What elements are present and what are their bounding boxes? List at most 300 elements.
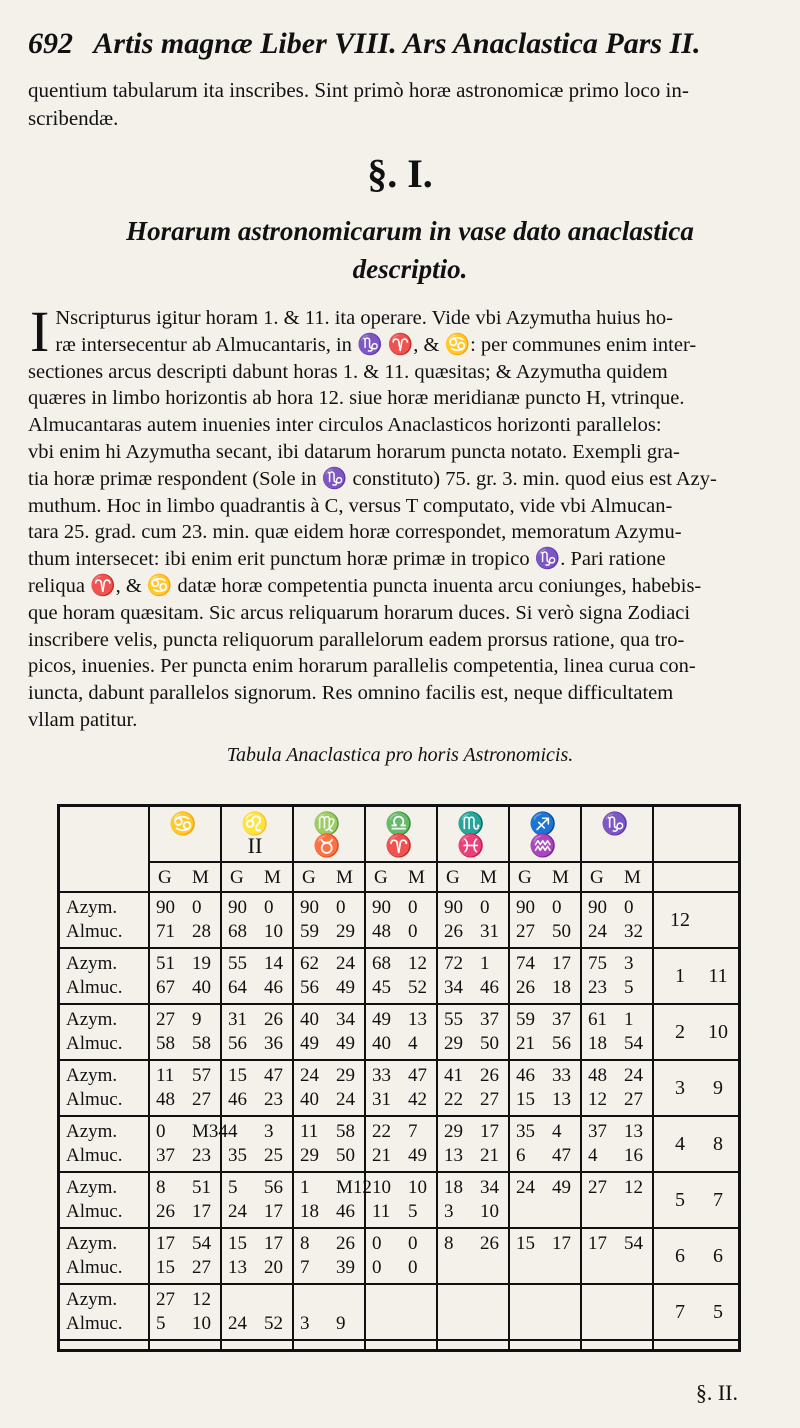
azym-degrees: 15 <box>228 1065 247 1086</box>
almuc-minutes: 17 <box>264 1201 283 1222</box>
almuc-degrees: 5 <box>156 1313 166 1334</box>
almuc-minutes: 27 <box>624 1089 643 1110</box>
sign-symbol: ♑ <box>601 811 629 836</box>
azym-degrees: 55 <box>444 1009 463 1030</box>
almuc-minutes: 49 <box>408 1145 427 1166</box>
sign-symbol: ♏ <box>457 811 485 836</box>
heading-line: Horarum astronomicarum in vase dato anaclastica <box>126 216 694 246</box>
azym-minutes: 13 <box>408 1009 427 1030</box>
column-rule <box>436 807 438 1349</box>
azym-degrees: 37 <box>588 1121 607 1142</box>
hour-after-noon: 8 <box>713 1133 723 1155</box>
almuc-degrees: 48 <box>372 921 391 942</box>
group-rule <box>60 1283 738 1285</box>
body-line: vbi enim hi Azymutha secant, ibi datarum horarum puncta notato. Exempli gra- <box>28 440 680 463</box>
body-line: inscribere velis, puncta reliquorum parallelorum eadem prorsus ratione, qua tro- <box>28 628 685 651</box>
body-line: muthum. Hoc in limbo quadrantis à C, versus T computato, vide vbi Almucan- <box>28 494 673 517</box>
next-section-mark: §. II. <box>695 1380 738 1405</box>
hour-after-noon: 9 <box>713 1077 723 1099</box>
hour-before-noon: 2 <box>675 1021 685 1043</box>
almuc-degrees: 67 <box>156 977 175 998</box>
sign-symbol-secondary: ♒ <box>529 833 557 858</box>
body-line: tara 25. grad. cum 23. min. quæ eidem horæ correspondet, memoratum Azymu- <box>28 521 682 544</box>
azym-degrees: 11 <box>300 1121 319 1142</box>
azym-minutes: 7 <box>408 1121 418 1142</box>
row-label-azym: Azym. <box>66 1065 118 1086</box>
azym-degrees: 55 <box>228 953 247 974</box>
almuc-degrees: 68 <box>228 921 247 942</box>
azym-minutes: 0 <box>408 897 418 918</box>
almuc-minutes: 23 <box>192 1145 211 1166</box>
azym-minutes: 47 <box>264 1065 283 1086</box>
almuc-degrees: 4 <box>588 1145 598 1166</box>
body-line: thum intersecet: ibi enim erit punctum horæ primæ in tropico ♑. Pari ratione <box>28 548 666 571</box>
almuc-degrees: 7 <box>300 1257 310 1278</box>
azym-degrees: 90 <box>156 897 175 918</box>
azym-minutes: M12 <box>336 1177 372 1198</box>
row-label-azym: Azym. <box>66 1177 118 1198</box>
group-rule <box>60 1003 738 1005</box>
azym-degrees: 75 <box>588 953 607 974</box>
almuc-degrees: 56 <box>300 977 319 998</box>
azym-degrees: 27 <box>156 1009 175 1030</box>
hour-before-noon: 12 <box>670 909 690 931</box>
almuc-minutes: 39 <box>336 1257 355 1278</box>
azym-degrees: 1 <box>300 1177 310 1198</box>
almuc-degrees: 49 <box>300 1033 319 1054</box>
azym-minutes: 1 <box>624 1009 634 1030</box>
azym-minutes: 24 <box>624 1065 643 1086</box>
intro-line: quentium tabularum ita inscribes. Sint primò horæ astronomicæ primo loco in- <box>28 78 689 102</box>
almuc-degrees: 37 <box>156 1145 175 1166</box>
almuc-degrees: 12 <box>588 1089 607 1110</box>
sign-symbol-secondary: II <box>247 833 263 858</box>
almuc-minutes: 27 <box>480 1089 499 1110</box>
azym-degrees: 41 <box>444 1065 463 1086</box>
almuc-degrees: 18 <box>588 1033 607 1054</box>
azym-degrees: 59 <box>516 1009 535 1030</box>
running-title: Artis magnæ Liber VIII. Ars Anaclastica Pars II. <box>93 27 701 60</box>
body-line: quæres in limbo horizontis ab hora 12. siue horæ meridianæ puncto H, vtrinque. <box>28 387 685 410</box>
azym-degrees: 17 <box>588 1233 607 1254</box>
almuc-degrees: 31 <box>372 1089 391 1110</box>
azym-minutes: 0 <box>480 897 490 918</box>
group-rule <box>60 1339 738 1341</box>
almuc-degrees: 35 <box>228 1145 247 1166</box>
azym-minutes: 54 <box>624 1233 643 1254</box>
sign-symbol-secondary: ♈ <box>385 833 413 858</box>
column-rule <box>220 807 222 1349</box>
almuc-minutes: 50 <box>552 921 571 942</box>
almuc-minutes: 50 <box>480 1033 499 1054</box>
azym-minutes: 12 <box>624 1177 643 1198</box>
almuc-minutes: 18 <box>552 977 571 998</box>
azym-minutes: 47 <box>408 1065 427 1086</box>
azym-minutes: 17 <box>480 1121 499 1142</box>
azym-minutes: 26 <box>336 1233 355 1254</box>
azym-degrees: 8 <box>156 1177 166 1198</box>
almuc-minutes: 16 <box>624 1145 643 1166</box>
almuc-degrees: 29 <box>300 1145 319 1166</box>
almuc-minutes: 20 <box>264 1257 283 1278</box>
almuc-degrees: 15 <box>156 1257 175 1278</box>
azym-minutes: 26 <box>480 1233 499 1254</box>
azym-minutes: 37 <box>552 1009 571 1030</box>
minute-header: M <box>408 867 425 888</box>
running-head <box>28 26 788 62</box>
azym-minutes: 33 <box>552 1065 571 1086</box>
almuc-degrees: 64 <box>228 977 247 998</box>
almuc-degrees: 58 <box>156 1033 175 1054</box>
azym-degrees: 27 <box>588 1177 607 1198</box>
hour-after-noon: 5 <box>713 1301 723 1323</box>
almuc-degrees: 48 <box>156 1089 175 1110</box>
azym-degrees: 90 <box>372 897 391 918</box>
azym-degrees: 33 <box>372 1065 391 1086</box>
almuc-minutes: 46 <box>480 977 499 998</box>
azym-minutes: 58 <box>336 1121 355 1142</box>
azym-degrees: 74 <box>516 953 535 974</box>
almuc-minutes: 9 <box>336 1313 346 1334</box>
degree-header: G <box>374 867 388 888</box>
degree-header: G <box>230 867 244 888</box>
almuc-minutes: 5 <box>624 977 634 998</box>
azym-degrees: 51 <box>156 953 175 974</box>
almuc-minutes: 23 <box>264 1089 283 1110</box>
sign-symbol-secondary: ♓ <box>457 833 485 858</box>
azym-degrees: 90 <box>444 897 463 918</box>
azym-degrees: 24 <box>300 1065 319 1086</box>
azym-degrees: 11 <box>156 1065 175 1086</box>
section-heading <box>60 212 760 288</box>
almuc-minutes: 36 <box>264 1033 283 1054</box>
row-label-almuc: Almuc. <box>66 1033 123 1054</box>
almuc-degrees: 21 <box>516 1033 535 1054</box>
almuc-minutes: 17 <box>192 1201 211 1222</box>
azym-minutes: 10 <box>408 1177 427 1198</box>
azym-degrees: 61 <box>588 1009 607 1030</box>
sign-symbol: ♋ <box>169 811 197 836</box>
azym-degrees: 4 <box>228 1121 238 1142</box>
azym-degrees: 40 <box>300 1009 319 1030</box>
azym-degrees: 35 <box>516 1121 535 1142</box>
almuc-minutes: 49 <box>336 1033 355 1054</box>
almuc-minutes: 56 <box>552 1033 571 1054</box>
degree-header: G <box>302 867 316 888</box>
body-line: iuncta, dabunt parallelos signorum. Res omnino facilis est, neque difficultatem <box>28 682 674 705</box>
almuc-minutes: 13 <box>552 1089 571 1110</box>
azym-degrees: 31 <box>228 1009 247 1030</box>
azym-degrees: 46 <box>516 1065 535 1086</box>
almuc-degrees: 0 <box>372 1257 382 1278</box>
group-rule <box>60 1059 738 1061</box>
azym-minutes: 34 <box>336 1009 355 1030</box>
hour-before-noon: 3 <box>675 1077 685 1099</box>
almuc-minutes: 25 <box>264 1145 283 1166</box>
hour-before-noon: 4 <box>675 1133 685 1155</box>
almuc-degrees: 24 <box>228 1201 247 1222</box>
almuc-degrees: 45 <box>372 977 391 998</box>
sign-symbol: ♐ <box>529 811 557 836</box>
azym-degrees: 5 <box>228 1177 238 1198</box>
hour-after-noon: 6 <box>713 1245 723 1267</box>
azym-degrees: 8 <box>300 1233 310 1254</box>
sign-symbol-secondary: ♉ <box>313 833 341 858</box>
column-rule <box>148 807 150 1349</box>
page-number: 692 <box>28 27 73 60</box>
almuc-minutes: 28 <box>192 921 211 942</box>
body-line: que horam quæsitam. Sic arcus reliquarum horarum duces. Si verò signa Zodiaci <box>28 601 691 624</box>
azym-degrees: 10 <box>372 1177 391 1198</box>
column-rule <box>292 807 294 1349</box>
almuc-degrees: 46 <box>228 1089 247 1110</box>
almuc-degrees: 21 <box>372 1145 391 1166</box>
azym-minutes: 24 <box>336 953 355 974</box>
almuc-degrees: 40 <box>372 1033 391 1054</box>
hour-before-noon: 7 <box>675 1301 685 1323</box>
azym-minutes: 0 <box>336 897 346 918</box>
azym-minutes: 54 <box>192 1233 211 1254</box>
almuc-degrees: 18 <box>300 1201 319 1222</box>
azym-minutes: 0 <box>264 897 274 918</box>
degree-header: G <box>158 867 172 888</box>
sign-symbol: ♌ <box>241 811 269 836</box>
azym-minutes: 26 <box>480 1065 499 1086</box>
almuc-minutes: 54 <box>624 1033 643 1054</box>
azym-minutes: 14 <box>264 953 283 974</box>
azym-degrees: 48 <box>588 1065 607 1086</box>
azym-minutes: 1 <box>480 953 490 974</box>
heading-line: descriptio. <box>352 254 468 284</box>
azym-degrees: 90 <box>516 897 535 918</box>
almuc-degrees: 23 <box>588 977 607 998</box>
almuc-degrees: 24 <box>588 921 607 942</box>
intro-paragraph <box>28 76 772 132</box>
row-label-almuc: Almuc. <box>66 1313 123 1334</box>
azym-degrees: 27 <box>156 1289 175 1310</box>
almuc-degrees: 56 <box>228 1033 247 1054</box>
azym-degrees: 24 <box>516 1177 535 1198</box>
header-rule <box>148 861 738 863</box>
hour-before-noon: 1 <box>675 965 685 987</box>
body-line: ræ intersecentur ab Almucantaris, in ♑ ♈, & ♋: per communes enim inter- <box>55 333 697 356</box>
almuc-degrees: 22 <box>444 1089 463 1110</box>
almuc-degrees: 29 <box>444 1033 463 1054</box>
azym-minutes: 0 <box>624 897 634 918</box>
almuc-degrees: 26 <box>444 921 463 942</box>
almuc-minutes: 10 <box>192 1313 211 1334</box>
sign-symbol: ♍ <box>313 811 341 836</box>
almuc-minutes: 4 <box>408 1033 418 1054</box>
almuc-minutes: 47 <box>552 1145 571 1166</box>
azym-minutes: 0 <box>408 1233 418 1254</box>
azym-degrees: 49 <box>372 1009 391 1030</box>
almuc-minutes: 21 <box>480 1145 499 1166</box>
almuc-minutes: 58 <box>192 1033 211 1054</box>
almuc-degrees: 11 <box>372 1201 391 1222</box>
almuc-degrees: 71 <box>156 921 175 942</box>
azym-minutes: 9 <box>192 1009 202 1030</box>
almuc-minutes: 52 <box>408 977 427 998</box>
anaclastic-table <box>57 804 741 1352</box>
hour-after-noon: 11 <box>708 965 728 987</box>
row-label-azym: Azym. <box>66 1233 118 1254</box>
azym-minutes: 17 <box>264 1233 283 1254</box>
hour-after-noon: 10 <box>708 1021 728 1043</box>
almuc-degrees: 34 <box>444 977 463 998</box>
azym-minutes: 34 <box>480 1177 499 1198</box>
almuc-minutes: 46 <box>336 1201 355 1222</box>
degree-header: G <box>590 867 604 888</box>
hour-after-noon: 7 <box>713 1189 723 1211</box>
body-line: sectiones arcus descripti dabunt horas 1. & 11. quæsitas; & Azymutha quidem <box>28 360 668 383</box>
almuc-degrees: 6 <box>516 1145 526 1166</box>
almuc-minutes: 50 <box>336 1145 355 1166</box>
body-line: reliqua ♈, & ♋ datæ horæ competentia puncta inuenta arcu coniunges, habebis- <box>28 574 702 597</box>
section-mark: §. I. <box>367 151 433 196</box>
body-line: Nscripturus igitur horam 1. & 11. ita operare. Vide vbi Azymutha huius ho- <box>55 307 673 329</box>
group-rule <box>60 1171 738 1173</box>
azym-minutes: 4 <box>552 1121 562 1142</box>
drop-cap: I <box>30 299 50 364</box>
azym-minutes: 3 <box>264 1121 274 1142</box>
azym-degrees: 8 <box>444 1233 454 1254</box>
table-caption: Tabula Anaclastica pro horis Astronomicis. <box>226 744 574 766</box>
almuc-minutes: 29 <box>336 921 355 942</box>
azym-minutes: 0 <box>552 897 562 918</box>
hour-before-noon: 5 <box>675 1189 685 1211</box>
almuc-degrees: 59 <box>300 921 319 942</box>
almuc-degrees: 13 <box>228 1257 247 1278</box>
almuc-minutes: 24 <box>336 1089 355 1110</box>
azym-minutes: 17 <box>552 1233 571 1254</box>
row-label-almuc: Almuc. <box>66 921 123 942</box>
almuc-minutes: 10 <box>480 1201 499 1222</box>
almuc-minutes: 10 <box>264 921 283 942</box>
almuc-minutes: 5 <box>408 1201 418 1222</box>
azym-degrees: 29 <box>444 1121 463 1142</box>
azym-minutes: 26 <box>264 1009 283 1030</box>
body-paragraph <box>28 299 772 734</box>
column-rule <box>580 807 582 1349</box>
azym-degrees: 68 <box>372 953 391 974</box>
header-rule <box>60 891 738 893</box>
azym-minutes: 56 <box>264 1177 283 1198</box>
minute-header: M <box>480 867 497 888</box>
azym-minutes: 12 <box>192 1289 211 1310</box>
azym-minutes: 3 <box>624 953 634 974</box>
column-rule <box>652 807 654 1349</box>
almuc-degrees: 13 <box>444 1145 463 1166</box>
minute-header: M <box>192 867 209 888</box>
hour-before-noon: 6 <box>675 1245 685 1267</box>
row-label-almuc: Almuc. <box>66 1089 123 1110</box>
almuc-degrees: 15 <box>516 1089 535 1110</box>
row-label-almuc: Almuc. <box>66 977 123 998</box>
almuc-minutes: 40 <box>192 977 211 998</box>
almuc-degrees: 24 <box>228 1313 247 1334</box>
almuc-degrees: 26 <box>516 977 535 998</box>
almuc-minutes: 32 <box>624 921 643 942</box>
body-line: Almucantaras autem inuenies inter circulos Anaclasticos horizonti parallelos: <box>28 414 662 437</box>
minute-header: M <box>336 867 353 888</box>
row-label-azym: Azym. <box>66 1289 118 1310</box>
almuc-minutes: 49 <box>336 977 355 998</box>
column-rule <box>364 807 366 1349</box>
almuc-minutes: 27 <box>192 1089 211 1110</box>
almuc-minutes: 0 <box>408 1257 418 1278</box>
minute-header: M <box>264 867 281 888</box>
intro-line: scribendæ. <box>28 106 119 130</box>
almuc-minutes: 46 <box>264 977 283 998</box>
row-label-almuc: Almuc. <box>66 1145 123 1166</box>
azym-minutes: 37 <box>480 1009 499 1030</box>
row-label-almuc: Almuc. <box>66 1257 123 1278</box>
table-grid <box>60 807 738 1349</box>
azym-minutes: 29 <box>336 1065 355 1086</box>
degree-header: G <box>446 867 460 888</box>
azym-minutes: 13 <box>624 1121 643 1142</box>
almuc-degrees: 3 <box>300 1313 310 1334</box>
almuc-minutes: 27 <box>192 1257 211 1278</box>
row-label-almuc: Almuc. <box>66 1201 123 1222</box>
sign-symbol: ♎ <box>385 811 413 836</box>
azym-degrees: 15 <box>228 1233 247 1254</box>
azym-minutes: 49 <box>552 1177 571 1198</box>
azym-degrees: 17 <box>156 1233 175 1254</box>
row-label-azym: Azym. <box>66 953 118 974</box>
row-label-azym: Azym. <box>66 897 118 918</box>
almuc-degrees: 40 <box>300 1089 319 1110</box>
column-rule <box>508 807 510 1349</box>
azym-degrees: 90 <box>588 897 607 918</box>
body-line: tia horæ primæ respondent (Sole in ♑ constituto) 75. gr. 3. min. quod eius est Azy- <box>28 467 717 490</box>
azym-degrees: 0 <box>156 1121 166 1142</box>
almuc-minutes: 0 <box>408 921 418 942</box>
body-line: picos, inuenies. Per puncta enim horarum parallelis competentia, linea curua con- <box>28 655 696 678</box>
almuc-minutes: 42 <box>408 1089 427 1110</box>
azym-degrees: 90 <box>300 897 319 918</box>
azym-degrees: 62 <box>300 953 319 974</box>
row-label-azym: Azym. <box>66 1121 118 1142</box>
azym-minutes: 19 <box>192 953 211 974</box>
azym-minutes: M34 <box>192 1121 228 1142</box>
azym-degrees: 90 <box>228 897 247 918</box>
minute-header: M <box>552 867 569 888</box>
almuc-degrees: 27 <box>516 921 535 942</box>
row-label-azym: Azym. <box>66 1009 118 1030</box>
azym-minutes: 51 <box>192 1177 211 1198</box>
azym-degrees: 0 <box>372 1233 382 1254</box>
body-line: vllam patitur. <box>28 708 138 731</box>
azym-degrees: 22 <box>372 1121 391 1142</box>
almuc-degrees: 3 <box>444 1201 454 1222</box>
group-rule <box>60 1227 738 1229</box>
azym-minutes: 12 <box>408 953 427 974</box>
almuc-minutes: 52 <box>264 1313 283 1334</box>
minute-header: M <box>624 867 641 888</box>
degree-header: G <box>518 867 532 888</box>
azym-minutes: 57 <box>192 1065 211 1086</box>
azym-minutes: 17 <box>552 953 571 974</box>
azym-degrees: 72 <box>444 953 463 974</box>
group-rule <box>60 947 738 949</box>
almuc-degrees: 26 <box>156 1201 175 1222</box>
azym-degrees: 18 <box>444 1177 463 1198</box>
azym-degrees: 15 <box>516 1233 535 1254</box>
azym-minutes: 0 <box>192 897 202 918</box>
almuc-minutes: 31 <box>480 921 499 942</box>
